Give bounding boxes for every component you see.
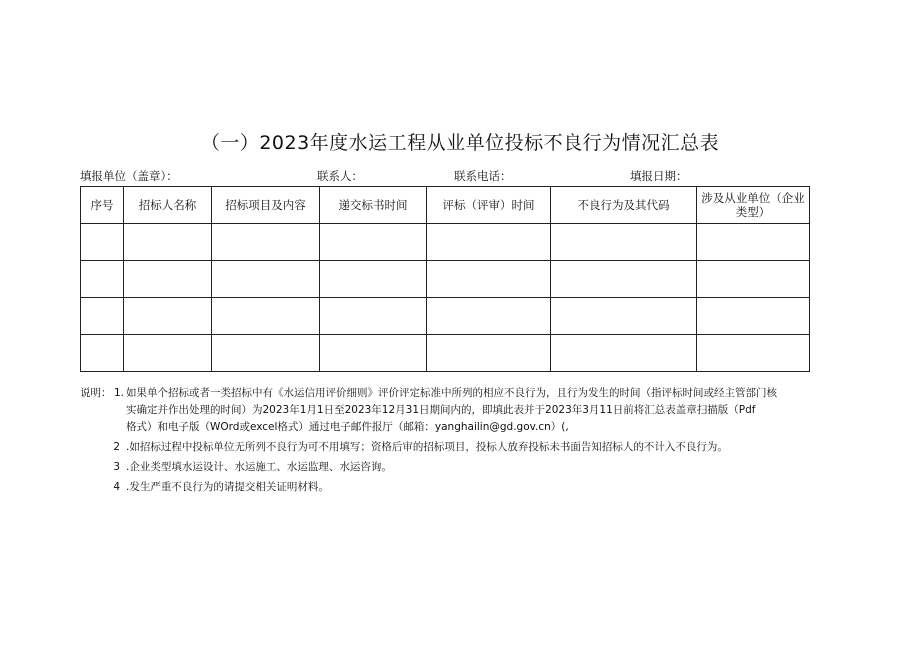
table-cell[interactable] [81, 298, 124, 335]
table-cell[interactable] [320, 335, 427, 372]
table-cell[interactable] [212, 335, 320, 372]
table-cell[interactable] [212, 261, 320, 298]
table-cell[interactable] [81, 335, 124, 372]
note-number: 3 [113, 461, 120, 473]
date-label: 填报日期： [630, 169, 688, 183]
table-cell[interactable] [427, 298, 551, 335]
table-cell[interactable] [697, 335, 810, 372]
note-item [80, 439, 820, 456]
note-number: 2 [113, 441, 120, 453]
table-cell[interactable] [212, 224, 320, 261]
table-cell[interactable] [81, 224, 124, 261]
col-header: 评标（评审）时间 [427, 187, 551, 224]
note-line: 格式）和电子版（WOrd或excel格式）通过电子邮件报厅（邮箱：yanghailin@gd.gov.cn）(, [126, 421, 569, 433]
note-line: 实确定并作出处理的时间）为2023年1月1日至2023年12月31日期间内的，即填此表并于2023年3月11日前将汇总表盖章扫描版（Pdf [126, 404, 756, 416]
table-cell[interactable] [551, 261, 697, 298]
table-row [81, 261, 810, 298]
table-cell[interactable] [124, 261, 212, 298]
table-cell[interactable] [697, 261, 810, 298]
table-cell[interactable] [320, 298, 427, 335]
col-header: 涉及从业单位（企业类型） [697, 187, 810, 224]
table-row [81, 224, 810, 261]
page-title: （一）2023年度水运工程从业单位投标不良行为情况汇总表 [200, 132, 720, 154]
notes-prefix: 说明： [80, 387, 112, 399]
table-cell[interactable] [320, 261, 427, 298]
note-line: .发生严重不良行为的请提交相关证明材料。 [126, 481, 329, 493]
note-line: .如招标过程中投标单位无所列不良行为可不用填写；资格后审的招标项目，投标人放弃投标未书面告知招标人的不计入不良行为。 [126, 441, 728, 453]
note-line: .企业类型填水运设计、水运施工、水运监理、水运咨询。 [126, 461, 392, 473]
table-header-row [81, 187, 810, 224]
col-header: 序号 [81, 187, 124, 224]
table-cell[interactable] [427, 335, 551, 372]
note-item [80, 479, 820, 496]
table-row [81, 298, 810, 335]
table-cell[interactable] [551, 335, 697, 372]
table-cell[interactable] [427, 261, 551, 298]
note-number: 1. [114, 387, 125, 399]
table-cell[interactable] [551, 224, 697, 261]
unit-label: 填报单位（盖章）： [80, 169, 178, 183]
col-header: 递交标书时间 [320, 187, 427, 224]
table-cell[interactable] [427, 224, 551, 261]
notes [80, 385, 820, 496]
col-header: 招标项目及内容 [212, 187, 320, 224]
table-cell[interactable] [124, 224, 212, 261]
table-cell[interactable] [124, 298, 212, 335]
col-header: 不良行为及其代码 [551, 187, 697, 224]
note-number: 4 [113, 481, 120, 493]
form-meta [80, 168, 800, 184]
contact-label: 联系人： [317, 169, 363, 183]
note-item [80, 459, 820, 476]
table-row [81, 335, 810, 372]
table-cell[interactable] [81, 261, 124, 298]
note-line: 如果单个招标或者一类招标中有《水运信用评价细则》评价评定标准中所列的相应不良行为，且行为发生的时间（指评标时间或经主管部门核 [126, 387, 777, 399]
col-header: 招标人名称 [124, 187, 212, 224]
table-cell[interactable] [124, 335, 212, 372]
summary-table [80, 186, 810, 372]
table-cell[interactable] [212, 298, 320, 335]
note-item [80, 385, 820, 402]
table-cell[interactable] [697, 298, 810, 335]
phone-label: 联系电话： [454, 169, 512, 183]
table-cell[interactable] [551, 298, 697, 335]
table-cell[interactable] [697, 224, 810, 261]
table-cell[interactable] [320, 224, 427, 261]
